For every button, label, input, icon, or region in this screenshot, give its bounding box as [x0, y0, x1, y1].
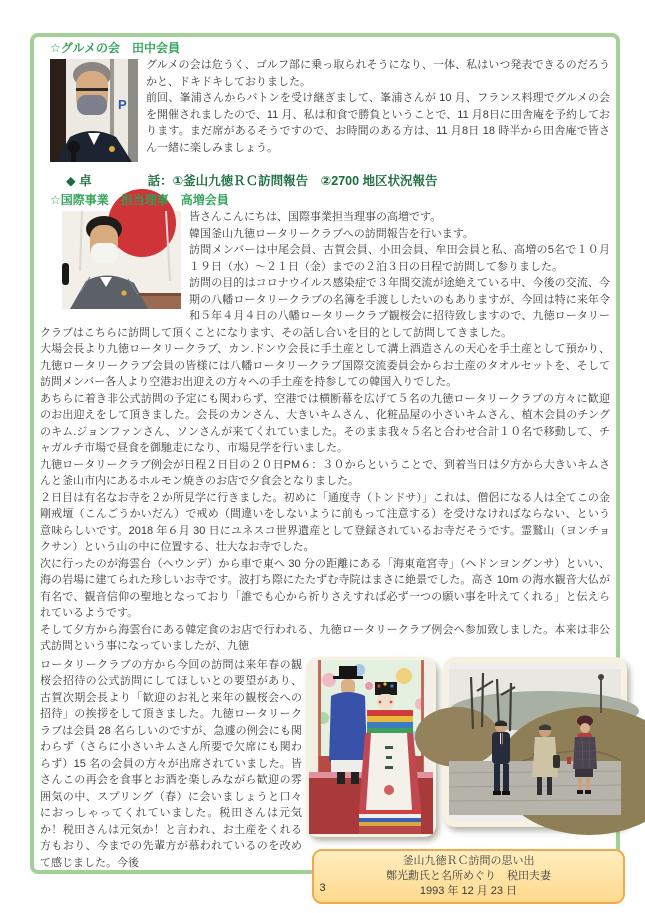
report-paragraph: 九徳ロータリークラブ例会が日程２日目の２０日PM６：３０からということで、到着当日は夕方から大きいキムさんと釜山市内にあるホルモン焼きのお店で夕食会となりました。	[40, 458, 610, 487]
speaker-photo-takamasu	[62, 211, 181, 309]
international-section-body	[40, 209, 610, 622]
report-wrap-intro: そして夕方から海雲台にある韓定食のお店で行われる、九徳ロータリークラブ例会へ参加致しました。本来は非公式訪問という事になっていましたが、九徳	[40, 623, 610, 652]
page-border-frame	[30, 33, 620, 897]
page-number: 3	[319, 882, 326, 894]
caption-line-1: 釜山九徳ＲＣ訪問の思い出	[402, 854, 535, 867]
sightseeing-walk-illustration	[449, 663, 621, 821]
gourmet-paragraph: 前回、峯浦さんからバトンを受け継ぎまして、峯浦さんが 10 月、フランス料理でグルメの会を開催されましたので、11 月、私は和食で勝負ということで、11 月8日に田舎庵を予約しております。まだ席があるそうですので、お時間のある方は、11 月8日 18 時半から田舎庵で皆さん一緒に楽しみましょう。	[146, 92, 610, 154]
banner-letter: P	[118, 97, 127, 112]
gourmet-paragraph: グルメの会は危うく、ゴルフ部に乗っ取られそうになり、一体、私はいつ発表できるのだろうかと、ドキドキしておりました。	[146, 59, 610, 88]
report-paragraph: 訪問メンバーは中尾会員、古賀会員、小田会員、牟田会員と私、高増の5名で１０月１９日（水）～２１日（金）までの２泊３日の日程で訪問して参りました。	[189, 244, 610, 273]
photo-row	[306, 657, 627, 837]
bottom-section	[40, 657, 610, 904]
sightseeing-walk-photo	[443, 657, 627, 827]
table-talk-heading	[66, 172, 610, 190]
report-paragraph: ２日目は有名なお寺を２か所見学に行きました。初めに「通度寺（トンドサ）」これは、僧侶になる人は全てこの金剛戒壇（こんごうかいだん）で戒め（間違いをしないように前もって注意する）を受けなければならない、という意味らしいです。2018 年６月 30 日にユネスコ世界遺産として登録されているお寺だそうです。霊鷲山（ヨンチョクサン）という山の中に位置する、壮大なお寺でした。	[40, 491, 610, 553]
table-talk-title: 話：①釜山九徳ＲＣ訪問報告 ②2700 地区状況報告	[147, 174, 438, 188]
report-paragraph: 訪問の目的はコロナウイルス感染症で３年間交流が途絶えている中、今後の交流、今期の八幡ロータリークラブの名簿を手渡ししたいのもありますが、今回は特に来年令和５年４月４日の八幡ロータリークラブ観桜会に招待致しますので、九徳ロータリークラブはこちらに訪問して頂くことになります、その話し合いを目的として訪問してきました。	[40, 277, 610, 339]
korean-costume-photo	[306, 657, 436, 837]
report-paragraph: 皆さんこんにちは、国際事業担当理事の高増です。	[189, 211, 442, 223]
report-column-text: ロータリークラブの方から今回の訪問は来年春の観桜会招待の公式訪問にしてほしいとの要望があり、古賀次期会長より「歓迎のお礼と来年の観桜会への招待」の挨拶をして頂きました。九徳ロータリークラブは会員 28 名らしいのですが、急遽の例会にも関わらず（さらに小さいキムさん所要で欠席にも関わらず）15 名の会員の方々が出席されていました。皆さんこの再会を食事とお酒を楽しみながら歓迎の雰囲気の中、スプリング（春）に会いましょうと口々におっしゃってくれていました。税田さんは元気か！税田さんは元気か！と言われ、お土産をくれる方もおり、今までの先輩方が慕われているのを改めて感じました。今後	[40, 658, 302, 869]
international-section-title: ☆国際事業 担当理事 高増会員	[50, 193, 229, 207]
report-paragraph: あちらに着き非公式訪問の予定にも関わらず、空港では横断幕を広げて５名の九徳ロータリークラブの方々に歓迎のお出迎えをして頂きました。会長のカンさん、大きいキムさん、化粧品屋の小さいキムさん、植木会員のチングのキム.ジョンファンさん、ソンさんが来てくれていました。そのまま我々５名と合わせ合計１０名で移動して、チャガルチ市場で昼食を御馳走になり、市場見学を行いました。	[40, 392, 610, 454]
tanaka-photo-illustration	[50, 59, 138, 162]
caption-line-2: 鄭光勳氏と名所めぐり 税田夫妻	[386, 869, 551, 882]
photo-column	[302, 657, 627, 904]
report-paragraph: 次に行ったのが海雲台（ヘウンデ）から車で東へ 30 分の距離にある「海東竜宮寺」（ヘドンヨングンサ）といい、海の岩場に建てられた珍しいお寺です。波打ち際にたたずむ寺院はまさに絶景でした。高さ 10m の海水観音大仏が有名で、観音信仰の聖地となっており「誰でも心から祈りさえすれば必ず一つの願い事を叶えてくれる」と伝えられているようです。	[40, 557, 610, 619]
korean-costume-illustration	[309, 660, 433, 834]
report-paragraph: 大場会長より九徳ロータリークラブ、カン.ドンウ会長に手土産として溝上酒造さんの天心を手土産として預かり、九徳ロータリークラブ会員の皆様には八幡ロータリークラブ国際交流委員会からお土産のタオルセットを、そして訪問メンバー各人より空港お出迎えの方々への手土産を持参しての韓国入りでした。	[40, 343, 610, 388]
table-talk-marker: ◆ 卓	[66, 174, 92, 188]
caption-line-3: 1993 年 12 月 23 日	[419, 884, 518, 897]
gourmet-section-title: ☆グルメの会 田中会員	[50, 41, 181, 55]
speaker-photo-tanaka	[50, 59, 138, 162]
report-paragraph: 韓国釜山九徳ロータリークラブへの訪問報告を行います。	[189, 227, 474, 240]
takamasu-photo-illustration	[62, 211, 181, 309]
gourmet-section-body	[40, 57, 610, 164]
